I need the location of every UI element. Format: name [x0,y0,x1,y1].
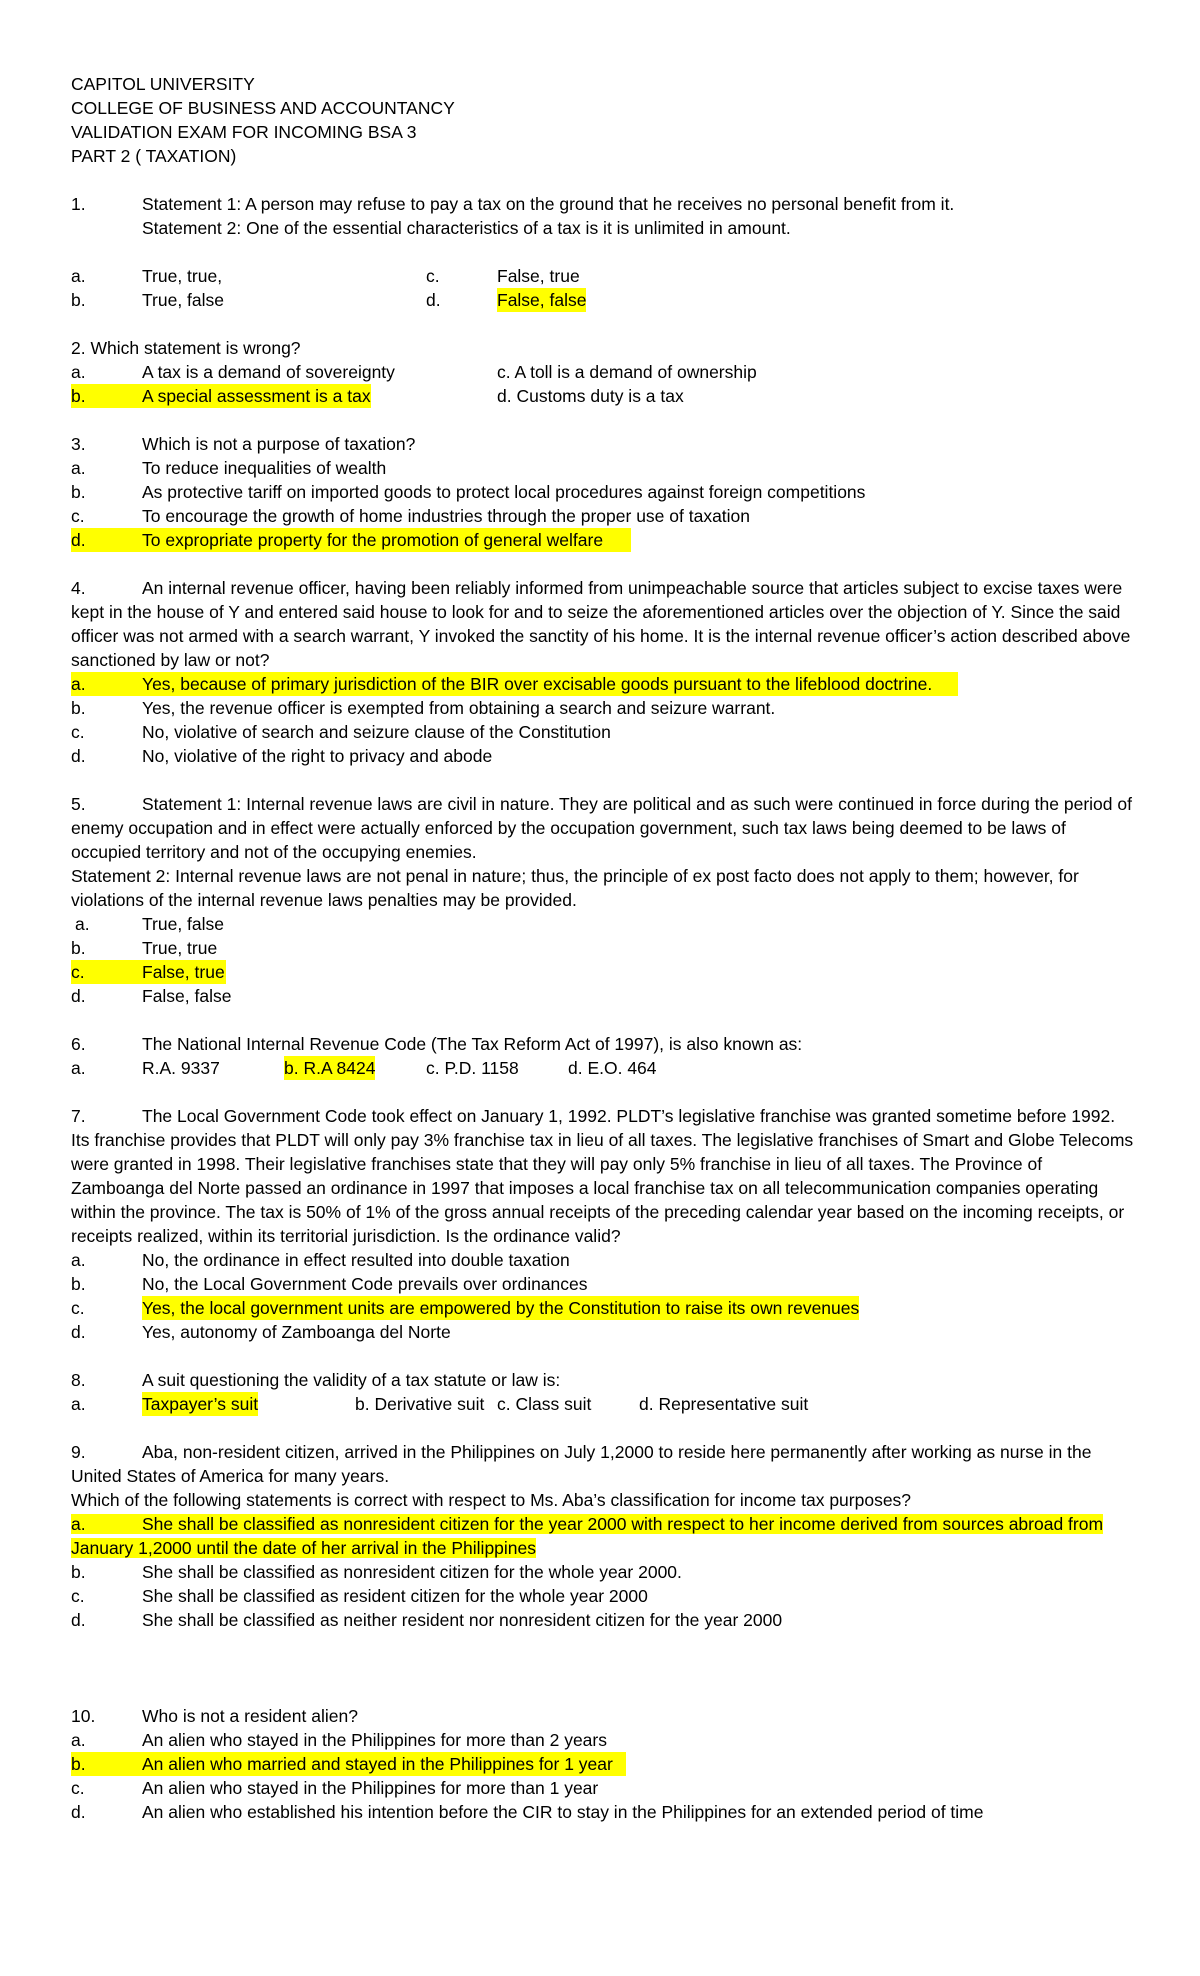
question-4-option-b: b. Yes, the revenue officer is exempted from obtaining a search and seizure warrant. [71,698,776,718]
question-10-text: 10. Who is not a resident alien? [71,1706,358,1726]
question-1-options-row-1: a. True, true, c. False, true [71,266,580,286]
question-6-option-a: R.A. 9337 [142,1058,220,1078]
question-8-option-b: b. Derivative suit [355,1394,485,1414]
question-1-number: 1. [71,194,86,214]
question-2-options-row-1: a. A tax is a demand of sovereignty c. A toll is a demand of ownership [71,362,757,382]
question-3-option-c: c. To encourage the growth of home industries through the proper use of taxation [71,506,751,526]
question-1-statement-2: Statement 2: One of the essential characteristics of a tax is it is unlimited in amount. [142,218,791,238]
question-2-text: 2. Which statement is wrong? [71,338,301,358]
question-1-options-row-2: b. True, false d. False, false [71,290,587,310]
header-part: PART 2 ( TAXATION) [71,146,237,166]
question-4-option-d: d. No, violative of the right to privacy and abode [71,746,493,766]
question-10-option-d: d. An alien who established his intention before the CIR to stay in the Philippines for an extended period of time [71,1802,984,1822]
question-9-option-d: d. She shall be classified as neither resident nor nonresident citizen for the year 2000 [71,1610,783,1630]
exam-document [71,72,1136,1824]
question-7-option-b: b. No, the Local Government Code prevails over ordinances [71,1274,588,1294]
question-7-text: 7. The Local Government Code took effect on January 1, 1992. PLDT’s legislative franchise was granted sometime before 1992. Its franchise provides that PLDT will only pay 3% franchise tax in lieu of all taxes. The legislative franchises of Smart and Globe Telecoms were granted in 1998. Their legislative franchises state that they will pay only 5% franchise in lieu of all taxes. The Province of Zamboanga del Norte passed an ordinance in 1997 that imposes a local franchise tax on all telecommunication companies operating within the province. The tax is 50% of 1% of the gross annual receipts of the preceding calendar year based on the incoming receipts, or receipts realized, within its territorial jurisdiction. Is the ordinance valid? [71,1106,1134,1246]
header-college: COLLEGE OF BUSINESS AND ACCOUNTANCY [71,98,455,118]
question-8-option-d: d. Representative suit [639,1394,809,1414]
header-university: CAPITOL UNIVERSITY [71,74,255,94]
question-8-text: 8. A suit questioning the validity of a tax statute or law is: [71,1370,561,1390]
question-1-option-a: True, true, [142,266,223,286]
question-2-options-row-2: b. A special assessment is a tax d. Customs duty is a tax [71,386,684,406]
question-2-option-b-answer: A special assessment is a tax [142,386,371,406]
question-4-option-c: c. No, violative of search and seizure clause of the Constitution [71,722,611,742]
question-3-option-d-answer: d. To expropriate property for the promotion of general welfare [71,528,1136,552]
question-2-option-c: c. A toll is a demand of ownership [497,362,757,382]
question-9-option-b: b. She shall be classified as nonresident citizen for the whole year 2000. [71,1562,682,1582]
question-6-option-b-answer: b. R.A 8424 [284,1058,376,1078]
question-6-text: 6. The National Internal Revenue Code (The Tax Reform Act of 1997), is also known as: [71,1034,803,1054]
question-3-option-a: a. To reduce inequalities of wealth [71,458,387,478]
question-9-text: 9. Aba, non-resident citizen, arrived in the Philippines on July 1,2000 to reside here permanently after working as nurse in the United States of America for many years. [71,1442,1092,1486]
question-3-option-b: b. As protective tariff on imported goods to protect local procedures against foreign competitions [71,482,866,502]
question-9-text-2: Which of the following statements is correct with respect to Ms. Aba’s classification for income tax purposes? [71,1490,912,1510]
question-10-option-c: c. An alien who stayed in the Philippines for more than 1 year [71,1778,599,1798]
question-4-option-a-answer: a. Yes, because of primary jurisdiction of the BIR over excisable goods pursuant to the lifeblood doctrine. [71,672,1136,696]
question-7-option-d: d. Yes, autonomy of Zamboanga del Norte [71,1322,451,1342]
question-9-option-c: c. She shall be classified as resident citizen for the whole year 2000 [71,1586,648,1606]
question-1-option-d-answer: False, false [497,290,587,310]
question-8-options: a. Taxpayer’s suit b. Derivative suit c. Class suit d. Representative suit [71,1394,809,1414]
question-1-option-c: False, true [497,266,580,286]
question-1-statement-1: 1. Statement 1: A person may refuse to pay a tax on the ground that he receives no personal benefit from it. [71,194,955,214]
question-1-option-b: True, false [142,290,225,310]
question-7-option-c-answer: c. Yes, the local government units are empowered by the Constitution to raise its own revenues [71,1298,860,1318]
question-6-option-c: c. P.D. 1158 [426,1058,519,1078]
question-5-option-d: d. False, false [71,986,232,1006]
question-3-text: 3. Which is not a purpose of taxation? [71,434,416,454]
question-10-option-b-answer: b. An alien who married and stayed in the Philippines for 1 year [71,1752,1136,1776]
question-5-option-b: b. True, true [71,938,218,958]
question-6-option-d: d. E.O. 464 [568,1058,657,1078]
question-2-option-d: d. Customs duty is a tax [497,386,684,406]
question-5-statement-2: Statement 2: Internal revenue laws are not penal in nature; thus, the principle of ex post facto does not apply to them; however, for violations of the internal revenue laws penalties may be provided. [71,866,1079,910]
question-5-statement-1: 5. Statement 1: Internal revenue laws are civil in nature. They are political and as such were continued in force during the period of enemy occupation and in effect were actually enforced by the occupation government, such tax laws being deemed to be laws of occupied territory and not of the occupying enemies. [71,794,1132,862]
question-10-option-a: a. An alien who stayed in the Philippines for more than 2 years [71,1730,607,1750]
question-4-text: 4. An internal revenue officer, having been reliably informed from unimpeachable source that articles subject to excise taxes were kept in the house of Y and entered said house to look for and to seize the aforementioned articles over the objection of Y. Since the said officer was not armed with a search warrant, Y invoked the sanctity of his home. It is the internal revenue officer’s action described above sanctioned by law or not? [71,578,1131,670]
question-8-option-a-answer: Taxpayer’s suit [142,1394,259,1414]
question-5-option-a: a. True, false [75,914,225,934]
question-5-option-c-answer: c. False, true [71,962,225,982]
question-2-option-a: A tax is a demand of sovereignty [142,362,395,382]
question-7-option-a: a. No, the ordinance in effect resulted into double taxation [71,1250,570,1270]
header-exam-title: VALIDATION EXAM FOR INCOMING BSA 3 [71,122,417,142]
question-9-option-a-answer: a. She shall be classified as nonresident citizen for the year 2000 with respect to her income derived from sources abroad from January 1,2000 until the date of her arrival in the Philippines [71,1514,1104,1558]
question-6-options: a. R.A. 9337 b. R.A 8424 c. P.D. 1158 d. E.O. 464 [71,1058,657,1078]
question-8-option-c: c. Class suit [497,1394,592,1414]
